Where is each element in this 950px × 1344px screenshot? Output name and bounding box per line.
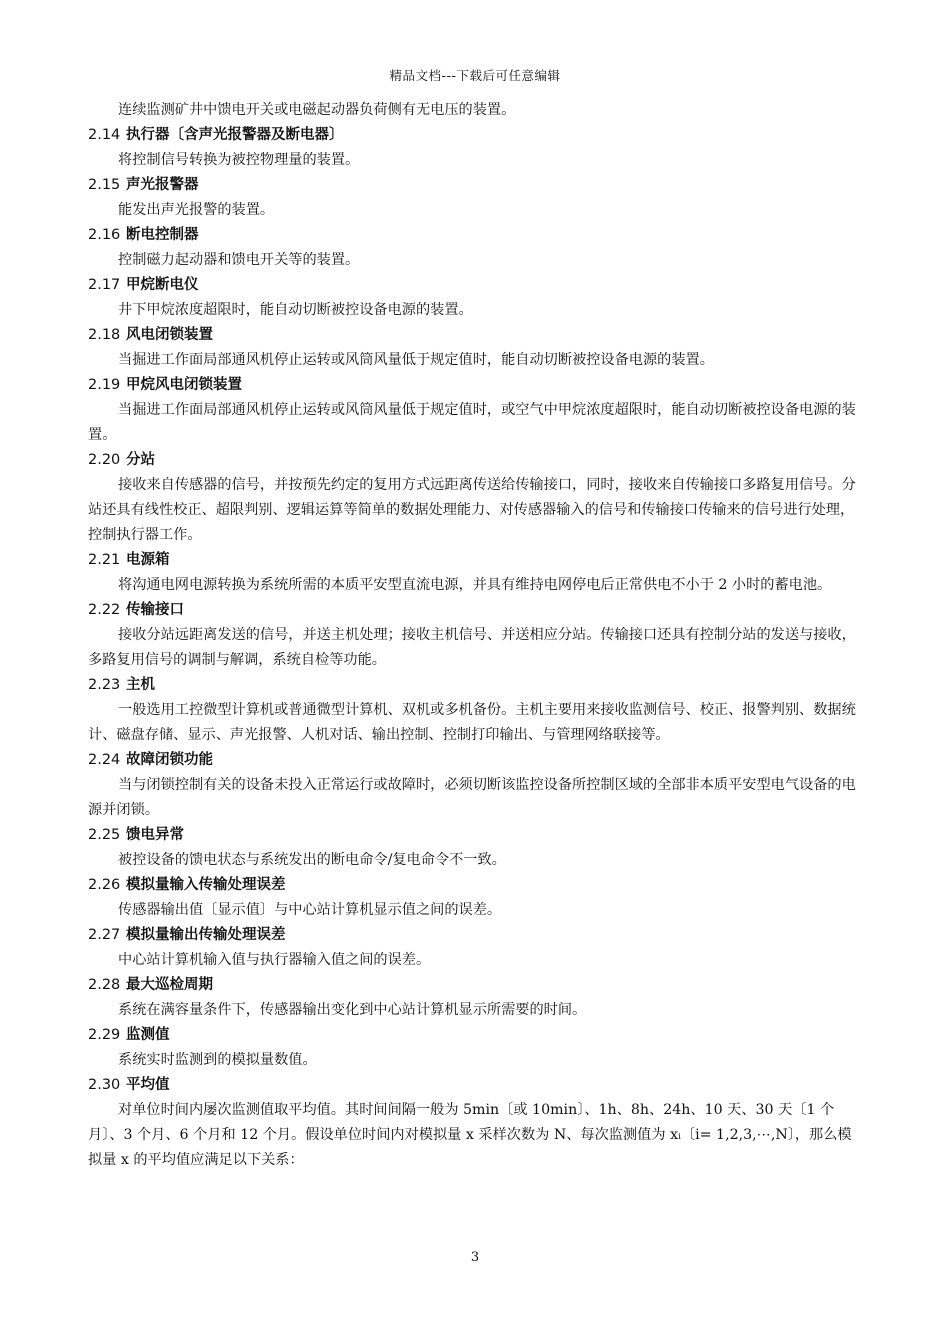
section-number: 2.25: [88, 827, 121, 843]
section-title: 断电控制器: [126, 227, 199, 243]
section-heading: [88, 548, 863, 573]
section-2-15: [88, 173, 863, 223]
section-2-23: [88, 673, 863, 748]
section-number: 2.24: [88, 752, 121, 768]
section-heading: [88, 873, 863, 898]
section-number: 2.22: [88, 602, 121, 618]
section-number: 2.15: [88, 177, 121, 193]
section-2-20: [88, 448, 863, 548]
section-number: 2.26: [88, 877, 121, 893]
section-title: 甲烷风电闭锁装置: [126, 377, 242, 393]
section-2-22: [88, 598, 863, 673]
section-2-21: [88, 548, 863, 598]
section-title: 声光报警器: [126, 177, 199, 193]
section-title: 主机: [126, 677, 155, 693]
section-number: 2.20: [88, 452, 121, 468]
section-title: 最大巡检周期: [126, 977, 213, 993]
section-text: 中心站计算机输入值与执行器输入值之间的误差。: [118, 952, 431, 968]
section-text: 将控制信号转换为被控物理量的装置。: [118, 152, 360, 168]
section-heading: [88, 923, 863, 948]
section-heading: [88, 598, 863, 623]
section-heading: [88, 823, 863, 848]
section-2-14: [88, 123, 863, 173]
section-heading: [88, 373, 863, 398]
section-heading: [88, 673, 863, 698]
section-heading: [88, 973, 863, 998]
section-heading: [88, 223, 863, 248]
page-number: 3: [470, 1250, 480, 1265]
section-text: 接收来自传感器的信号，并按预先约定的复用方式远距离传送给传输接口，同时，接收来自传输接口多路复用信号。分站还具有线性校正、超限判别、逻辑运算等简单的数据处理能力、对传感器输入的信号和传输接口传输来的信号进行处理，控制执行器工作。: [88, 477, 856, 543]
section-title: 执行器〔含声光报警器及断电器〕: [126, 127, 344, 143]
section-text: 传感器输出值〔显示值〕与中心站计算机显示值之间的误差。: [118, 902, 502, 918]
section-title: 模拟量输入传输处理误差: [126, 877, 286, 893]
section-2-30: [88, 1073, 863, 1173]
section-title: 监测值: [126, 1027, 170, 1043]
section-2-29: [88, 1023, 863, 1073]
section-heading: [88, 1023, 863, 1048]
section-number: 2.29: [88, 1027, 121, 1043]
section-title: 甲烷断电仪: [126, 277, 199, 293]
section-2-19: [88, 373, 863, 448]
section-2-17: [88, 273, 863, 323]
section-2-28: [88, 973, 863, 1023]
section-number: 2.19: [88, 377, 121, 393]
section-title: 电源箱: [126, 552, 170, 568]
section-title: 平均值: [126, 1077, 170, 1093]
section-title: 风电闭锁装置: [126, 327, 213, 343]
section-2-27: [88, 923, 863, 973]
section-text: 接收分站远距离发送的信号，并送主机处理；接收主机信号、并送相应分站。传输接口还具有控制分站的发送与接收，多路复用信号的调制与解调，系统自检等功能。: [88, 627, 856, 668]
section-number: 2.17: [88, 277, 121, 293]
section-number: 2.16: [88, 227, 121, 243]
section-heading: [88, 123, 863, 148]
section-heading: [88, 448, 863, 473]
section-text: 井下甲烷浓度超限时，能自动切断被控设备电源的装置。: [118, 302, 473, 318]
section-number: 2.27: [88, 927, 121, 943]
page-header: 精品文档---下载后可任意编辑: [389, 68, 561, 83]
intro-paragraph: 连续监测矿井中馈电开关或电磁起动器负荷侧有无电压的装置。: [118, 102, 516, 118]
section-text: 一般选用工控微型计算机或普通微型计算机、双机或多机备份。主机主要用来接收监测信号、校正、报警判别、数据统计、磁盘存储、显示、声光报警、人机对话、输出控制、控制打印输出、与管理网络联接等。: [88, 702, 856, 743]
section-number: 2.18: [88, 327, 121, 343]
section-text: 当与闭锁控制有关的设备未投入正常运行或故障时，必须切断该监控设备所控制区域的全部非本质平安型电气设备的电源并闭锁。: [88, 777, 856, 818]
section-number: 2.14: [88, 127, 121, 143]
section-text: 系统在满容量条件下，传感器输出变化到中心站计算机显示所需要的时间。: [118, 1002, 587, 1018]
section-text: 对单位时间内屡次监测值取平均值。其时间间隔一般为 5min〔或 10min〕、1h、8h、24h、10 天、30 天〔1 个月〕、3 个月、6 个月和 12 个月。假设单位时间内对模拟量 x 采样次数为 N、每次监测值为 xᵢ〔i= 1,2,3,⋯,N〕，那么模拟量 x 的平均值应满足以下关系：: [88, 1102, 852, 1168]
section-2-26: [88, 873, 863, 923]
section-text: 将沟通电网电源转换为系统所需的本质平安型直流电源，并具有维持电网停电后正常供电不小于 2 小时的蓄电池。: [118, 577, 832, 593]
section-2-18: [88, 323, 863, 373]
section-number: 2.21: [88, 552, 121, 568]
section-heading: [88, 173, 863, 198]
section-heading: [88, 1073, 863, 1098]
section-heading: [88, 748, 863, 773]
section-text: 当掘进工作面局部通风机停止运转或风筒风量低于规定值时，能自动切断被控设备电源的装置。: [118, 352, 714, 368]
section-text: 系统实时监测到的模拟量数值。: [118, 1052, 317, 1068]
section-number: 2.23: [88, 677, 121, 693]
section-text: 当掘进工作面局部通风机停止运转或风筒风量低于规定值时，或空气中甲烷浓度超限时，能自动切断被控设备电源的装置。: [88, 402, 856, 443]
section-number: 2.28: [88, 977, 121, 993]
section-title: 故障闭锁功能: [126, 752, 213, 768]
section-title: 馈电异常: [126, 827, 184, 843]
section-heading: [88, 323, 863, 348]
section-2-25: [88, 823, 863, 873]
section-heading: [88, 273, 863, 298]
section-2-24: [88, 748, 863, 823]
section-text: 能发出声光报警的装置。: [118, 202, 275, 218]
section-text: 被控设备的馈电状态与系统发出的断电命令/复电命令不一致。: [118, 852, 506, 868]
section-title: 模拟量输出传输处理误差: [126, 927, 286, 943]
section-2-16: [88, 223, 863, 273]
section-title: 分站: [126, 452, 155, 468]
document-body: [88, 98, 863, 1173]
section-title: 传输接口: [126, 602, 184, 618]
section-text: 控制磁力起动器和馈电开关等的装置。: [118, 252, 360, 268]
section-number: 2.30: [88, 1077, 121, 1093]
